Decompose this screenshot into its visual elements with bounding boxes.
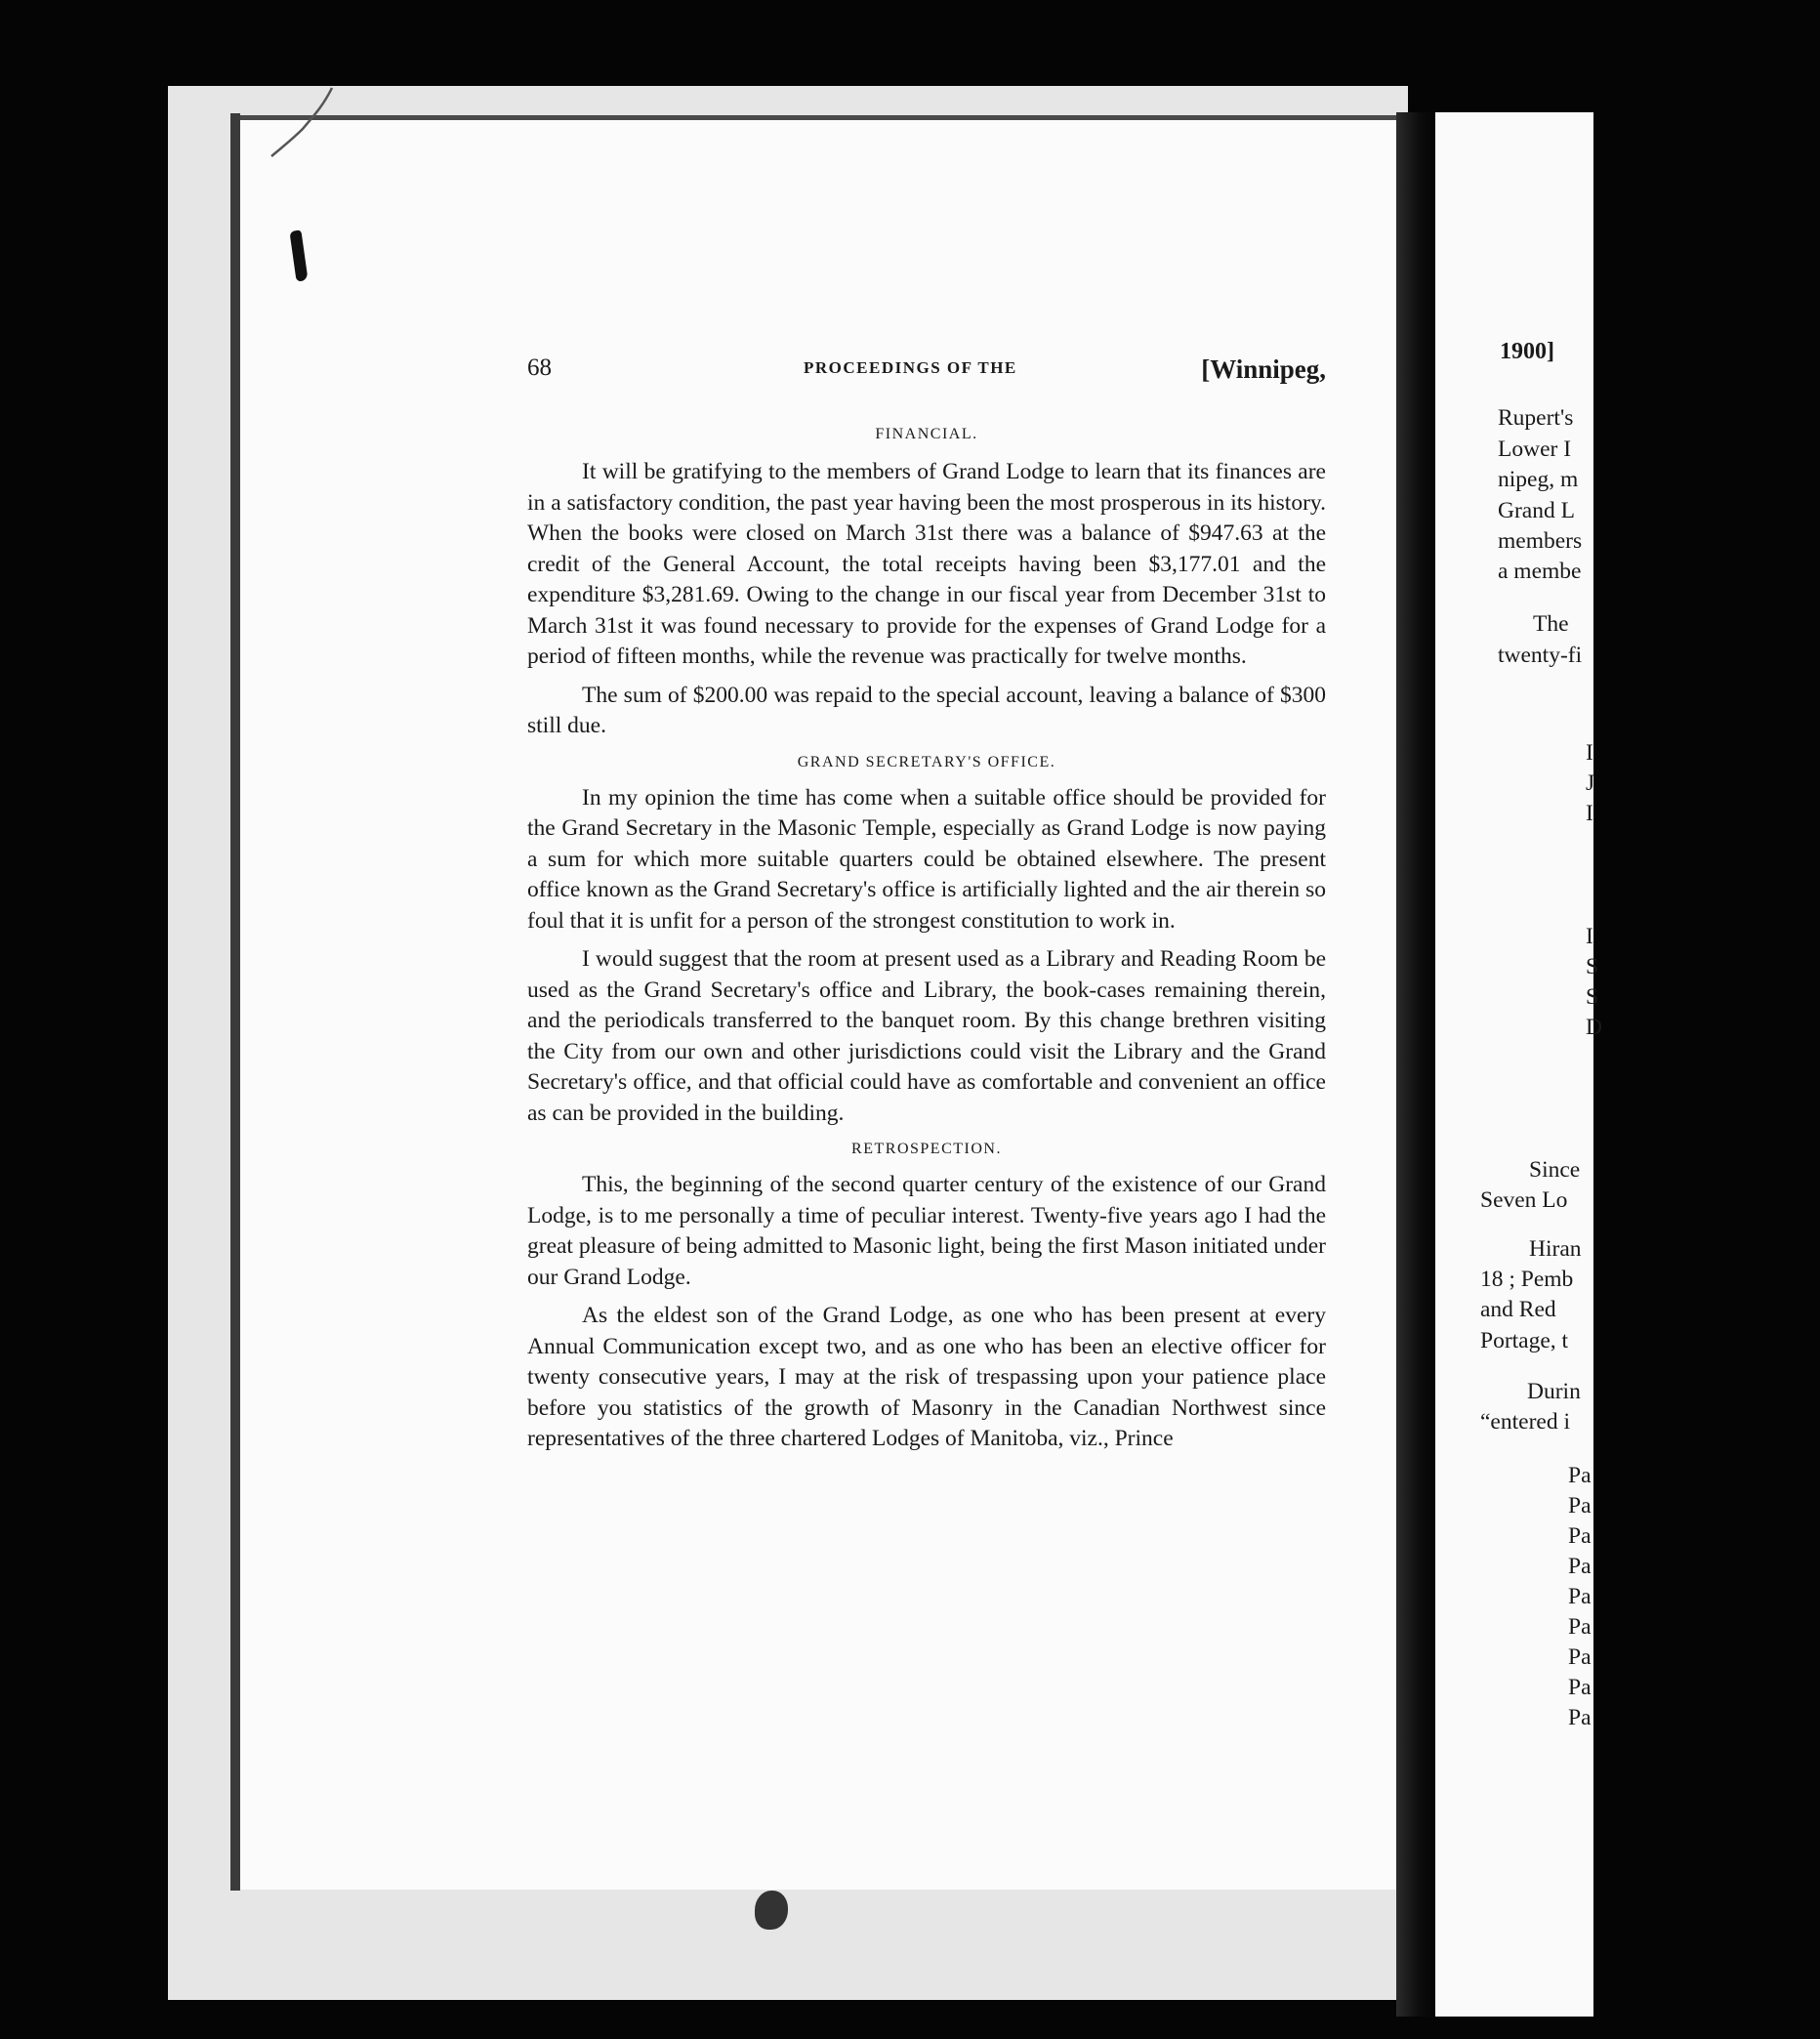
fragment: and Red <box>1480 1297 1556 1322</box>
fragment: 18 ; Pemb <box>1480 1267 1574 1292</box>
fragment: twenty-fi <box>1498 643 1583 668</box>
fragment: Rupert's <box>1498 405 1574 431</box>
fragment: Grand L <box>1498 498 1575 523</box>
heading-grand-secretarys-office: GRAND SECRETARY'S OFFICE. <box>797 753 1056 770</box>
page-body <box>527 422 1326 1463</box>
page-edge-shadow <box>230 113 240 1891</box>
running-title: PROCEEDINGS OF THE <box>804 358 1017 377</box>
paragraph: I would suggest that the room at present used as a Library and Reading Room be used as the Grand Secretary's office and Library, the book-cases remaining therein, and the periodicals transferred to the banquet room. By this change brethren visiting the City from our own and other jurisdictions could visit the Library and the Grand Secretary's office, and that official could have as comfortable and convenient an office as can be provided in the building. <box>527 946 1326 1126</box>
fragment: Durin <box>1527 1379 1581 1404</box>
heading-financial: FINANCIAL. <box>875 426 978 442</box>
fragment: S <box>1586 954 1599 979</box>
fragment: Lower I <box>1498 437 1572 462</box>
fragment: a membe <box>1498 559 1582 584</box>
fragment: I <box>1586 801 1593 826</box>
header-place: [Winnipeg, <box>1201 354 1326 384</box>
fragment: Pa <box>1568 1614 1592 1640</box>
fragment: I <box>1586 740 1593 766</box>
fragment: I <box>1586 924 1593 949</box>
fragment: members <box>1498 528 1583 554</box>
running-header <box>527 354 1326 394</box>
fragment: Pa <box>1568 1463 1592 1488</box>
paragraph: This, the beginning of the second quarter century of the existence of our Grand Lodge, is to me personally a time of peculiar interest. Twenty-five years ago I had the great pleasure of being admitted to Masonic light, being the first Mason initiated under our Grand Lodge. <box>527 1172 1326 1290</box>
ink-blot <box>755 1891 788 1930</box>
book-gutter <box>1396 112 1435 2017</box>
right-page-year: 1900] <box>1500 339 1554 364</box>
fragment: Pa <box>1568 1675 1592 1700</box>
fragment: D <box>1586 1015 1602 1040</box>
fragment: J <box>1586 770 1595 796</box>
fragment: Seven Lo <box>1480 1187 1568 1213</box>
fragment: “entered i <box>1480 1409 1570 1435</box>
fragment: S <box>1586 984 1599 1010</box>
fragment: nipeg, m <box>1498 467 1579 492</box>
fragment: Pa <box>1568 1554 1592 1579</box>
paragraph: It will be gratifying to the members of Grand Lodge to learn that its finances are in a satisfactory condition, the past year having been the most prosperous in its history. When the books were closed on March 31st there was a balance of $947.63 at the credit of the General Account, the total receipts having been $3,177.01 and the expenditure $3,281.69. Owing to the change in our fiscal year from December 31st to March 31st it was found necessary to provide for the expenses of Grand Lodge for a period of fifteen months, while the revenue was practically for twelve months. <box>527 459 1326 669</box>
page-number: 68 <box>527 354 552 381</box>
fragment: Pa <box>1568 1705 1592 1730</box>
fragment: Pa <box>1568 1493 1592 1519</box>
fragment: Pa <box>1568 1644 1592 1670</box>
heading-retrospection: RETROSPECTION. <box>851 1141 1002 1157</box>
paragraph: In my opinion the time has come when a suitable office should be provided for the Grand Secretary in the Masonic Temple, especially as Grand Lodge is now paying a sum for which more suitable quarters could be obtained elsewhere. The present office known as the Grand Secretary's office is artificially lighted and the air therein so foul that it is unfit for a person of the strongest constitution to work in. <box>527 784 1326 934</box>
paragraph: As the eldest son of the Grand Lodge, as one who has been present at every Annual Communication except two, and as one who has been an elective officer for twenty consecutive years, I may at the risk of trespassing upon your patience place before you statistics of the growth of Masonry in the Canadian Northwest since representatives of the three chartered Lodges of Manitoba, viz., Prince <box>527 1303 1326 1451</box>
fragment: Pa <box>1568 1523 1592 1549</box>
fragment: Portage, t <box>1480 1328 1569 1353</box>
right-page <box>1435 112 1602 2017</box>
thread-mark <box>264 88 342 166</box>
fragment: Hiran <box>1529 1236 1582 1262</box>
fragment: Since <box>1529 1157 1581 1183</box>
fragment: The <box>1533 611 1569 637</box>
fragment: Pa <box>1568 1584 1592 1609</box>
paragraph: The sum of $200.00 was repaid to the special account, leaving a balance of $300 still due. <box>527 682 1326 738</box>
